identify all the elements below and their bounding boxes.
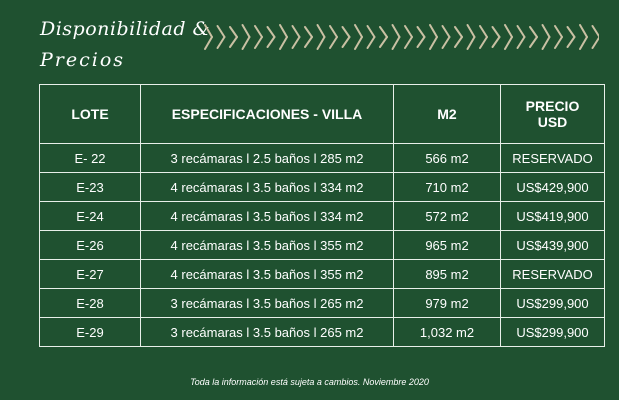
chevron-stroke [493,27,500,37]
cell-spec: 3 recámaras l 3.5 baños l 265 m2 [141,318,394,347]
cell-spec: 4 recámaras l 3.5 baños l 334 m2 [141,173,394,202]
chevron-stroke [468,25,475,37]
title-line-1: Disponibilidad & [40,18,210,40]
chevron-stroke [418,27,425,37]
chevron-stroke [205,37,212,49]
chevron-stroke [230,27,237,37]
chevron-stroke [380,27,387,37]
chevron-stroke [293,37,300,48]
cell-price: RESERVADO [501,144,605,173]
chevron-stroke [543,25,550,37]
chevron-stroke [468,37,475,49]
table-row [40,202,605,231]
cell-m2: 572 m2 [394,202,501,231]
chevron-stroke [493,37,500,47]
chevron-stroke [543,37,550,49]
cell-spec: 3 recámaras l 3.5 baños l 265 m2 [141,289,394,318]
table-row [40,318,605,347]
cell-lote: E- 22 [40,144,141,173]
chevron-stroke [380,37,387,47]
cell-price: US$299,900 [501,318,605,347]
header-lote: LOTE [40,85,141,144]
cell-lote: E-28 [40,289,141,318]
chevron-stroke [518,37,525,48]
cell-spec: 4 recámaras l 3.5 baños l 355 m2 [141,260,394,289]
chevron-stroke [455,37,462,47]
cell-price: US$299,900 [501,289,605,318]
chevron-stroke [430,25,437,37]
table-row [40,173,605,202]
availability-table [39,84,605,347]
cell-m2: 979 m2 [394,289,501,318]
chevron-stroke [580,25,587,37]
chevron-stroke [455,27,462,37]
table-row [40,289,605,318]
chevron-stroke [393,37,400,49]
chevron-stroke [518,26,525,37]
chevron-stroke [405,26,412,37]
chevron-stroke [505,37,512,49]
chevron-stroke [318,25,325,37]
header-price-line-2: USD [537,114,568,130]
chevron-stroke [305,37,312,47]
chevron-stroke [280,37,287,49]
chevron-stroke [255,37,262,48]
chevron-stroke [568,27,575,37]
chevron-stroke [393,25,400,37]
cell-price: RESERVADO [501,260,605,289]
chevron-stroke [480,37,487,48]
chevron-stroke [480,26,487,37]
chevron-stroke [368,37,375,48]
cell-m2: 965 m2 [394,231,501,260]
chevron-stroke [568,37,575,47]
cell-m2: 566 m2 [394,144,501,173]
chevron-stroke [593,26,600,37]
page-title [40,14,210,76]
chevron-stroke [355,37,362,49]
chevron-stroke [293,26,300,37]
cell-lote: E-23 [40,173,141,202]
chevron-stroke [368,26,375,37]
chevron-stroke [530,27,537,37]
chevron-stroke [555,37,562,48]
chevron-stroke [255,26,262,37]
chevron-stroke [343,27,350,37]
chevron-stroke [218,26,225,37]
chevron-stroke [243,37,250,49]
chevron-stroke [430,37,437,49]
footnote: Toda la información está sujeta a cambios. Noviembre 2020 [190,377,429,387]
table-row [40,144,605,173]
cell-lote: E-26 [40,231,141,260]
table-row [40,260,605,289]
table-header-row [40,85,605,144]
cell-price: US$429,900 [501,173,605,202]
table-row [40,231,605,260]
cell-m2: 1,032 m2 [394,318,501,347]
cell-spec: 4 recámaras l 3.5 baños l 334 m2 [141,202,394,231]
chevron-stroke [218,37,225,48]
cell-lote: E-27 [40,260,141,289]
chevron-stroke [305,27,312,37]
chevron-stroke [555,26,562,37]
cell-price: US$439,900 [501,231,605,260]
cell-lote: E-24 [40,202,141,231]
chevron-stroke [343,37,350,47]
cell-m2: 710 m2 [394,173,501,202]
cell-price: US$419,900 [501,202,605,231]
chevron-stroke [280,25,287,37]
chevron-stroke [443,26,450,37]
header-specifications: ESPECIFICACIONES - VILLA [141,85,394,144]
chevron-stroke [530,37,537,47]
chevron-stroke [330,37,337,48]
chevron-stroke [443,37,450,48]
chevron-stroke [205,25,212,37]
chevron-stroke [230,37,237,47]
chevron-stroke [268,27,275,37]
cell-m2: 895 m2 [394,260,501,289]
cell-lote: E-29 [40,318,141,347]
chevron-stroke [243,25,250,37]
chevron-arrow-pattern-icon [203,20,599,54]
chevron-stroke [330,26,337,37]
header-m2: M2 [394,85,501,144]
cell-spec: 3 recámaras l 2.5 baños l 285 m2 [141,144,394,173]
header-price-line-1: PRECIO [525,98,580,114]
chevron-stroke [580,37,587,49]
chevron-stroke [318,37,325,49]
title-line-2: Precios [40,49,126,71]
chevron-stroke [355,25,362,37]
chevron-stroke [505,25,512,37]
chevron-stroke [418,37,425,47]
cell-spec: 4 recámaras l 3.5 baños l 355 m2 [141,231,394,260]
chevron-stroke [593,37,600,48]
chevron-stroke [268,37,275,47]
chevron-stroke [405,37,412,48]
header-price [501,85,605,144]
